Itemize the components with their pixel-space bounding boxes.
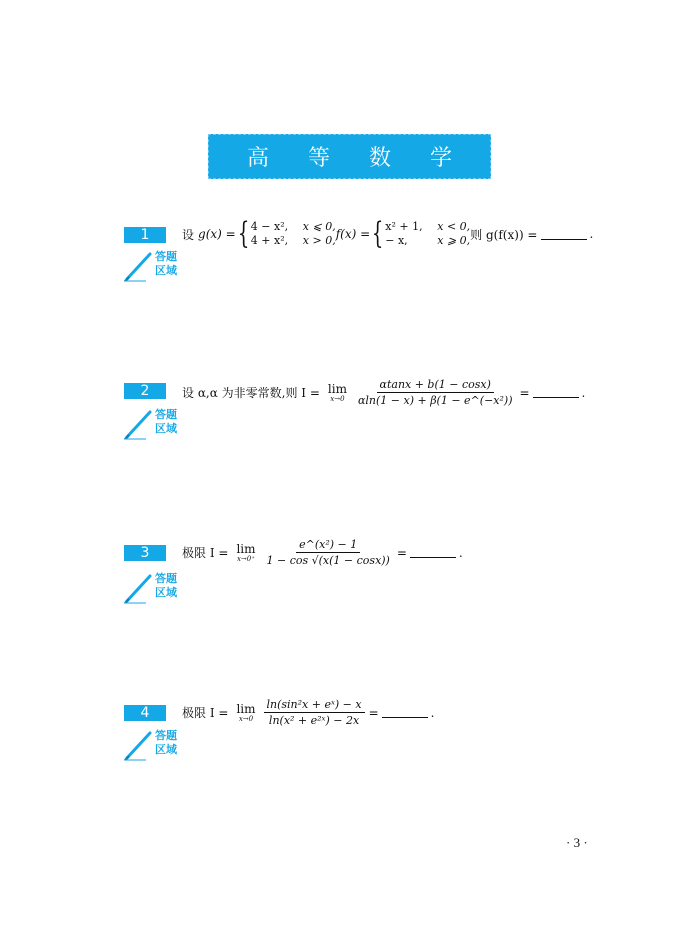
fraction: $\frac{\text{ln(sin²x + eˣ) − x}}{\text{ln(x² + e²ˣ) − 2x}}$ [264,698,365,727]
pen-icon [124,729,154,761]
pen-icon [124,250,154,282]
question-3-text: 极限 I = lim x→0⁺ $\frac{\text{e\textasciicircum{}(x²) − 1}}{1 - \cos √(x(1 - \cos x))}$ = . [182,538,463,567]
answer-area-2 [124,408,184,442]
question-number-2: 2 [124,383,166,399]
question-number-1: 1 [124,227,166,243]
answer-area-label: 答题 区域 [155,572,177,599]
answer-area-3 [124,572,184,606]
answer-blank[interactable] [533,387,579,398]
title-banner [208,134,491,179]
question-number-3: 3 [124,545,166,561]
limit-operator: lim x→0 [327,381,347,403]
answer-area-1 [124,250,184,284]
answer-blank[interactable] [541,229,587,240]
page-number: · 3 · [566,835,588,850]
fraction: $\frac{\text{e\textasciicircum{}(x²) − 1}}{1 - \cos √(x(1 - \cos x))}$ [266,538,390,567]
question-1-text: 设 g(x) = { 4 − x², x ⩽ 0, 4 + x², x > 0, f(x) = { x² + 1, x < 0, − x, x ⩾ 0, 则 g(f(x)) = . [182,216,594,251]
question-2-text: 设 α,α 为非零常数,则 I = lim x→0 $\frac{\alpha\tan x + b(1 - \cos x)}{\text{αln(1 − x) + β(1 − e\textasciicircum{}(−x²))}}$ = . [182,378,586,407]
limit-operator: lim x→0 [236,701,256,723]
limit-operator: lim x→0⁺ [236,541,256,563]
question-number-4: 4 [124,705,166,721]
pen-icon [124,408,154,440]
page-title: 高 等 数 学 [247,146,468,171]
answer-area-label: 答题 区域 [155,729,177,756]
question-4-text: 极限 I = lim x→0 $\frac{\text{ln(sin²x + eˣ) − x}}{\text{ln(x² + e²ˣ) − 2x}}$ = . [182,698,435,727]
answer-area-label: 答题 区域 [155,408,177,435]
fraction: $\frac{\alpha\tan x + b(1 - \cos x)}{\text{αln(1 − x) + β(1 − e\textasciicircum{}(−x²))}}$ [357,378,513,407]
answer-blank[interactable] [410,547,456,558]
f-cases: x² + 1, x < 0, − x, x ⩾ 0, [385,220,471,247]
pen-icon [124,572,154,604]
answer-blank[interactable] [382,707,428,718]
answer-area-4 [124,729,184,763]
answer-area-label: 答题 区域 [155,250,177,277]
g-cases: 4 − x², x ⩽ 0, 4 + x², x > 0, [250,220,336,247]
